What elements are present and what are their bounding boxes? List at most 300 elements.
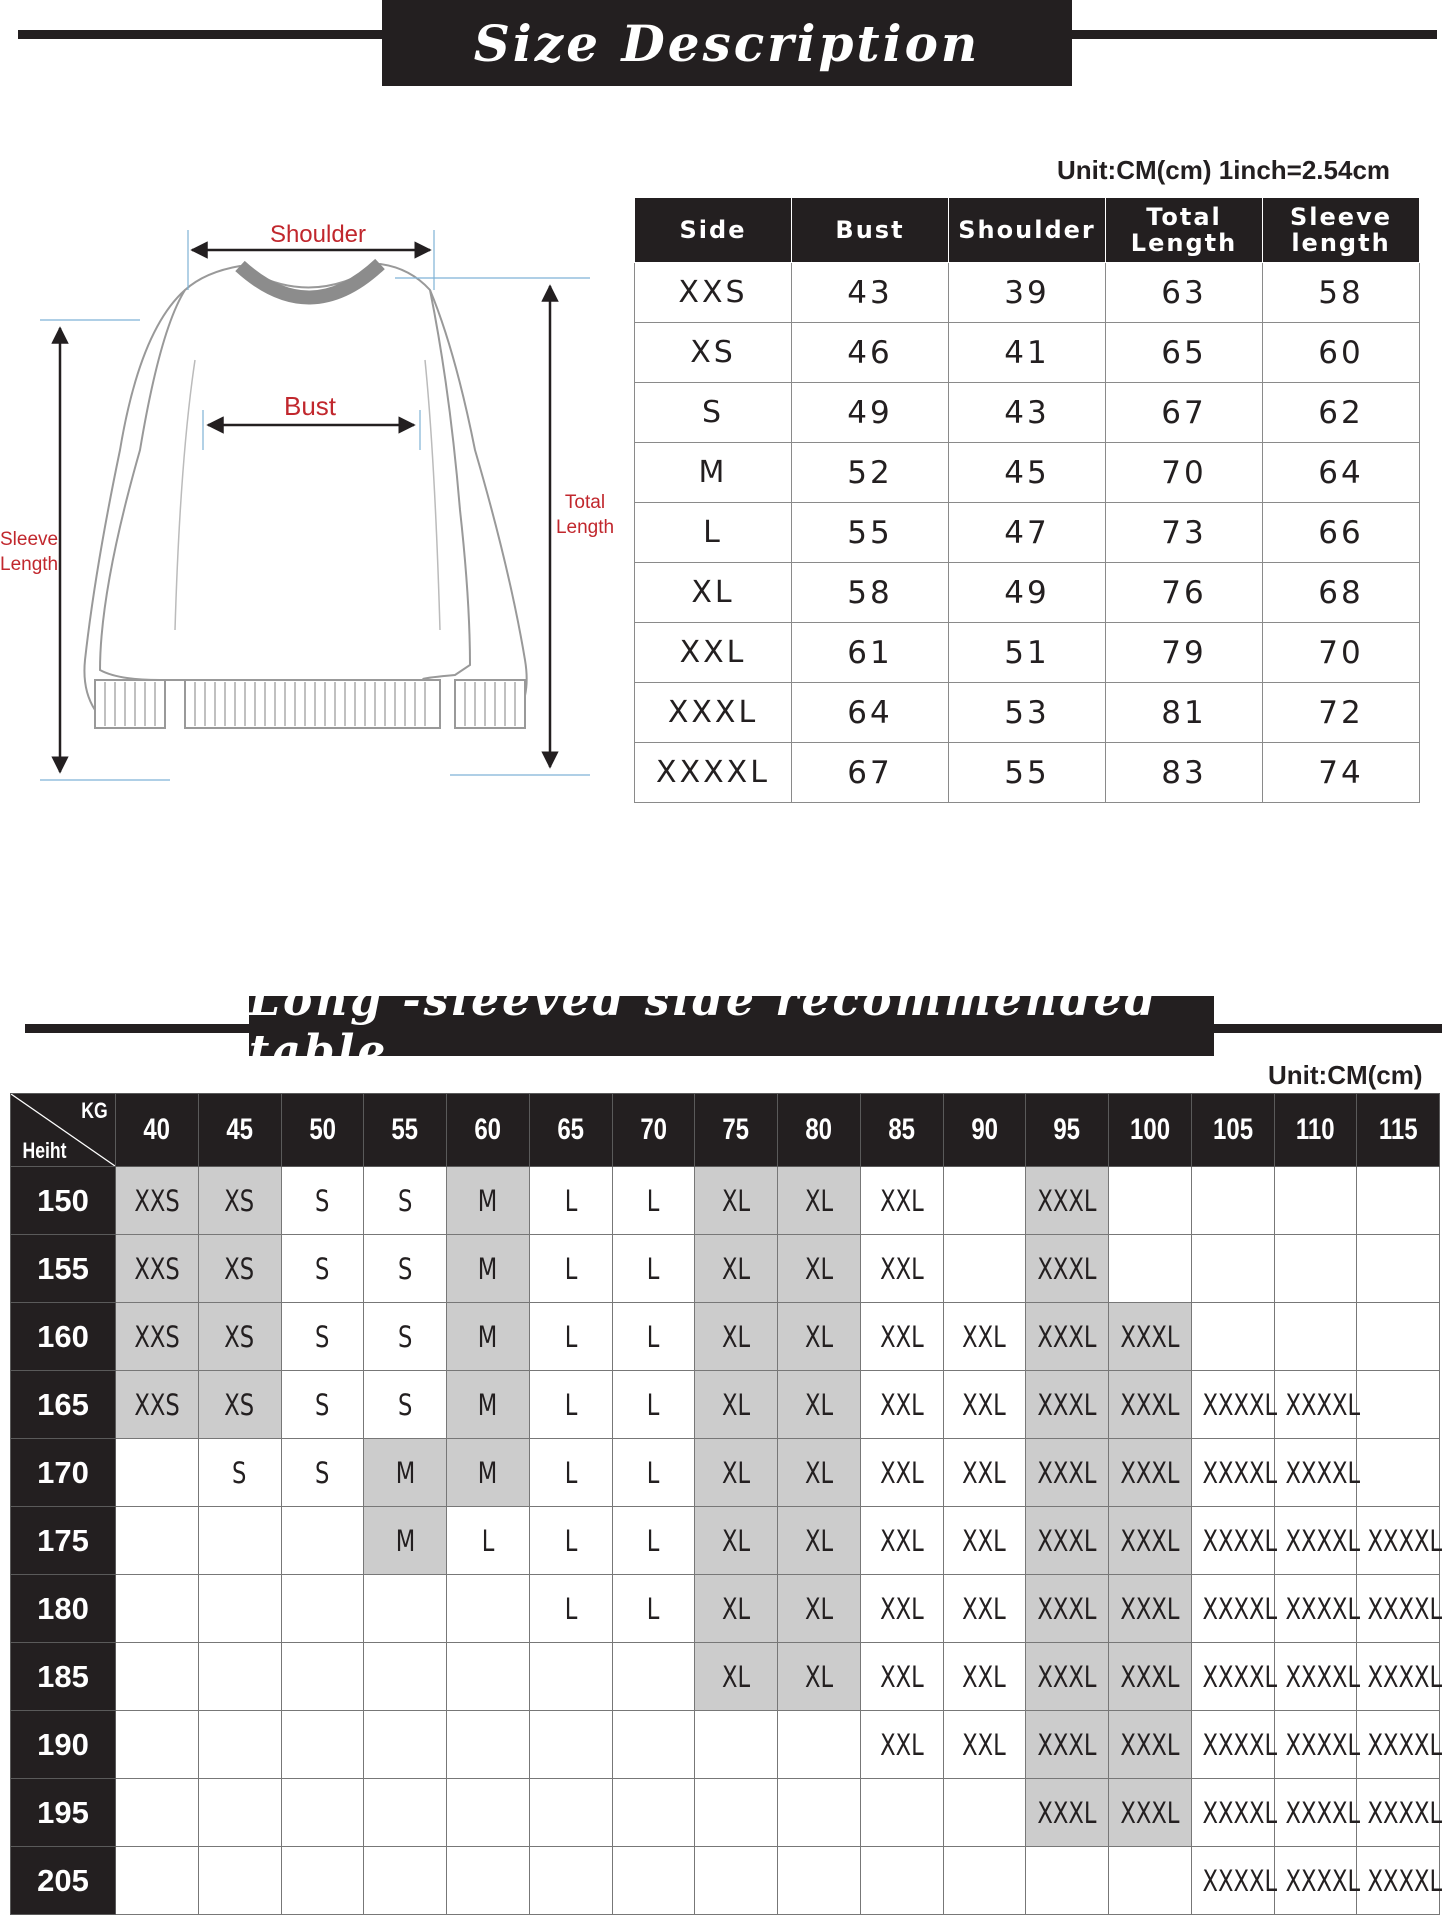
weight-header-cell (447, 1094, 530, 1167)
recommended-size-text: XXXXL (1285, 1455, 1360, 1490)
recommended-size-cell (1191, 1643, 1277, 1711)
recommended-size-text: M (395, 1455, 415, 1490)
recommended-size-cell (447, 1303, 530, 1371)
size-label-cell: XS (635, 323, 792, 383)
rec-row (11, 1303, 1440, 1371)
weight-header-cell (529, 1094, 612, 1167)
recommended-size-text: XL (722, 1591, 751, 1626)
size-value-cell: 67 (792, 743, 949, 803)
weight-header-cell (695, 1094, 778, 1167)
recommended-size-text: XL (722, 1251, 751, 1286)
recommended-size-cell (1357, 1235, 1440, 1303)
size-value-cell: 43 (949, 383, 1106, 443)
recommended-size-cell (1274, 1575, 1360, 1643)
recommended-size-cell (447, 1507, 530, 1575)
size-value-cell: 72 (1263, 683, 1420, 743)
recommended-size-text: L (564, 1523, 577, 1558)
recommended-size-cell (281, 1371, 364, 1439)
recommended-size-cell (529, 1779, 612, 1847)
recommended-size-cell (778, 1439, 861, 1507)
size-value-cell: 49 (949, 563, 1106, 623)
recommended-size-cell (198, 1847, 281, 1915)
recommended-size-text: XL (804, 1183, 833, 1218)
recommended-size-text: XXS (134, 1251, 180, 1286)
rec-row (11, 1507, 1440, 1575)
rec-row (11, 1575, 1440, 1643)
corner-cell (11, 1094, 116, 1167)
rec-rule-right (1213, 1024, 1442, 1033)
recommended-size-cell (943, 1167, 1026, 1235)
recommended-size-cell (281, 1711, 364, 1779)
size-header-cell: Shoulder (949, 198, 1106, 263)
recommended-size-text: XXXXL (1285, 1591, 1360, 1626)
recommended-size-text: XXXL (1037, 1591, 1097, 1626)
weight-header-cell (1274, 1094, 1357, 1167)
size-row (635, 563, 1420, 623)
recommended-size-text: XXXL (1037, 1319, 1097, 1354)
recommended-size-cell (1274, 1779, 1360, 1847)
recommended-size-cell (1109, 1711, 1192, 1779)
recommended-size-cell (1274, 1167, 1357, 1235)
recommended-size-cell (1191, 1847, 1277, 1915)
recommended-size-text: L (647, 1591, 660, 1626)
recommended-size-cell (1109, 1439, 1192, 1507)
rec-row (11, 1235, 1440, 1303)
recommended-size-cell (364, 1303, 447, 1371)
recommended-size-text: S (232, 1455, 247, 1490)
recommended-size-cell (695, 1371, 778, 1439)
recommended-size-text: M (478, 1387, 498, 1422)
recommended-size-cell (612, 1303, 695, 1371)
recommended-size-text: XXXXL (1202, 1727, 1277, 1762)
sleeve-length-label-2: Length (0, 554, 59, 575)
size-value-cell: 52 (792, 443, 949, 503)
recommended-size-cell (1109, 1303, 1192, 1371)
recommended-size-cell (1274, 1711, 1360, 1779)
recommended-size-text: XXXXL (1285, 1523, 1360, 1558)
recommended-size-cell (447, 1371, 530, 1439)
recommended-size-text: XL (804, 1319, 833, 1354)
recommended-size-text: S (315, 1455, 330, 1490)
weight-label: 75 (722, 1113, 750, 1146)
recommended-size-text: XXXL (1120, 1659, 1180, 1694)
size-value-cell: 49 (792, 383, 949, 443)
recommended-size-cell (1274, 1303, 1357, 1371)
height-cell: 150 (11, 1167, 116, 1235)
size-row (635, 383, 1420, 443)
recommended-size-cell (695, 1847, 778, 1915)
weight-label: 60 (474, 1113, 502, 1146)
recommended-size-cell (529, 1371, 612, 1439)
recommended-size-cell (116, 1303, 199, 1371)
recommended-size-text: XL (722, 1523, 751, 1558)
recommended-size-cell (612, 1507, 695, 1575)
weight-header-cell (860, 1094, 943, 1167)
recommended-size-cell (695, 1235, 778, 1303)
recommended-size-cell (529, 1303, 612, 1371)
recommended-size-cell (1274, 1439, 1360, 1507)
recommended-size-cell (860, 1235, 943, 1303)
recommended-size-text: L (564, 1251, 577, 1286)
recommended-size-cell (447, 1847, 530, 1915)
recommended-size-cell (1274, 1507, 1360, 1575)
recommended-size-cell (1026, 1439, 1109, 1507)
recommended-size-cell (116, 1167, 199, 1235)
size-value-cell: 55 (792, 503, 949, 563)
recommended-size-cell (281, 1575, 364, 1643)
rec-row (11, 1779, 1440, 1847)
recommended-size-cell (281, 1847, 364, 1915)
recommended-size-text: XS (224, 1251, 255, 1286)
recommended-size-cell (281, 1235, 364, 1303)
recommended-size-cell (281, 1779, 364, 1847)
recommended-size-cell (1274, 1371, 1360, 1439)
recommended-size-cell (612, 1711, 695, 1779)
sleeve-length-label-1: Sleeve (0, 529, 59, 550)
size-value-cell: 58 (792, 563, 949, 623)
recommended-size-cell (364, 1235, 447, 1303)
weight-header-cell (1109, 1094, 1192, 1167)
recommended-size-cell (198, 1575, 281, 1643)
recommended-size-cell (1026, 1643, 1109, 1711)
recommended-size-cell (364, 1167, 447, 1235)
recommended-size-text: M (478, 1183, 498, 1218)
recommended-size-cell (1026, 1711, 1109, 1779)
recommended-size-text: XXXXL (1202, 1795, 1277, 1830)
recommended-size-cell (860, 1779, 943, 1847)
weight-header-cell (364, 1094, 447, 1167)
recommended-size-cell (281, 1439, 364, 1507)
recommended-size-cell (116, 1371, 199, 1439)
recommended-size-text: XXL (962, 1591, 1007, 1626)
recommended-size-text: S (315, 1319, 330, 1354)
recommended-size-cell (612, 1371, 695, 1439)
rec-unit-note: Unit:CM(cm) (1268, 1060, 1423, 1090)
recommended-size-cell (364, 1711, 447, 1779)
recommended-size-cell (1357, 1847, 1440, 1915)
recommended-size-cell (695, 1643, 778, 1711)
recommended-size-cell (1109, 1779, 1192, 1847)
recommended-size-cell (1026, 1779, 1109, 1847)
recommended-size-text: XXL (962, 1523, 1007, 1558)
recommended-size-text: XXL (962, 1387, 1007, 1422)
recommended-size-cell (612, 1779, 695, 1847)
size-unit-note: Unit:CM(cm) 1inch=2.54cm (1057, 155, 1391, 185)
height-cell: 165 (11, 1371, 116, 1439)
recommended-size-text: XXXL (1037, 1523, 1097, 1558)
recommended-size-cell (116, 1779, 199, 1847)
rec-row (11, 1711, 1440, 1779)
recommended-size-cell (943, 1235, 1026, 1303)
height-cell: 170 (11, 1439, 116, 1507)
recommended-size-cell (447, 1235, 530, 1303)
recommended-size-cell (612, 1575, 695, 1643)
recommended-size-cell (1109, 1643, 1192, 1711)
recommended-size-text: XXXXL (1285, 1727, 1360, 1762)
recommended-size-cell (198, 1303, 281, 1371)
recommended-size-cell (1026, 1371, 1109, 1439)
recommended-size-cell (1357, 1371, 1440, 1439)
recommended-size-cell (1109, 1371, 1192, 1439)
recommended-size-text: L (647, 1455, 660, 1490)
size-value-cell: 73 (1106, 503, 1263, 563)
recommended-size-cell (695, 1575, 778, 1643)
size-value-cell: 68 (1263, 563, 1420, 623)
recommended-size-text: XS (224, 1387, 255, 1422)
recommended-size-cell (943, 1711, 1026, 1779)
size-header-cell: Side (635, 198, 792, 263)
size-value-cell: 64 (792, 683, 949, 743)
weight-header-cell (943, 1094, 1026, 1167)
recommended-size-cell (281, 1643, 364, 1711)
recommended-size-text: XL (722, 1183, 751, 1218)
recommended-size-text: L (647, 1523, 660, 1558)
recommended-size-text: XXXXL (1367, 1795, 1442, 1830)
recommended-size-cell (778, 1847, 861, 1915)
recommended-size-cell (116, 1847, 199, 1915)
recommended-size-text: M (478, 1319, 498, 1354)
recommended-size-cell (695, 1303, 778, 1371)
recommended-size-cell (1026, 1847, 1109, 1915)
recommended-size-text: XXXL (1120, 1455, 1180, 1490)
recommended-size-cell (1191, 1235, 1274, 1303)
recommended-size-text: XXL (879, 1387, 924, 1422)
total-length-label-2: Length (555, 517, 615, 538)
size-value-cell: 43 (792, 263, 949, 323)
recommended-size-cell (695, 1711, 778, 1779)
size-header-cell: Sleeve length (1263, 198, 1420, 263)
recommended-size-text: L (564, 1319, 577, 1354)
recommended-size-text: XXXXL (1285, 1795, 1360, 1830)
weight-header-cell (1357, 1094, 1440, 1167)
recommended-size-text: S (397, 1319, 413, 1354)
size-value-cell: 62 (1263, 383, 1420, 443)
size-row (635, 623, 1420, 683)
recommended-size-cell (447, 1779, 530, 1847)
header-rule-right (1071, 30, 1437, 39)
recommended-size-cell (1191, 1167, 1274, 1235)
recommended-size-text: XXXL (1037, 1251, 1097, 1286)
recommended-size-text: XL (804, 1387, 833, 1422)
size-label-cell: M (635, 443, 792, 503)
size-label-cell: XXS (635, 263, 792, 323)
recommended-size-text: XXXL (1037, 1659, 1097, 1694)
size-value-cell: 46 (792, 323, 949, 383)
recommended-size-text: XXXL (1120, 1591, 1180, 1626)
size-table (634, 197, 1420, 803)
recommended-size-text: XL (804, 1455, 833, 1490)
weight-label: 100 (1129, 1113, 1170, 1146)
recommended-size-cell (1357, 1439, 1440, 1507)
recommended-size-text: XL (804, 1251, 833, 1286)
recommended-size-cell (198, 1371, 281, 1439)
size-value-cell: 66 (1263, 503, 1420, 563)
recommended-size-cell (778, 1235, 861, 1303)
recommended-size-cell (612, 1643, 695, 1711)
recommended-size-cell (116, 1439, 199, 1507)
size-label-cell: S (635, 383, 792, 443)
recommended-size-text: XL (722, 1319, 751, 1354)
recommended-size-cell (860, 1507, 943, 1575)
recommended-size-cell (529, 1847, 612, 1915)
recommended-size-text: XXL (879, 1727, 924, 1762)
size-header-cell: Bust (792, 198, 949, 263)
recommended-size-cell (198, 1711, 281, 1779)
recommended-size-cell (860, 1575, 943, 1643)
weight-label: 95 (1053, 1113, 1081, 1146)
recommended-size-text: XXXXL (1285, 1387, 1360, 1422)
recommended-size-cell (529, 1575, 612, 1643)
recommended-size-text: XXXXL (1367, 1591, 1442, 1626)
size-value-cell: 83 (1106, 743, 1263, 803)
size-value-cell: 65 (1106, 323, 1263, 383)
size-value-cell: 70 (1263, 623, 1420, 683)
recommendation-table (10, 1093, 1440, 1915)
size-value-cell: 39 (949, 263, 1106, 323)
recommended-size-text: XXL (962, 1659, 1007, 1694)
weight-header-cell (116, 1094, 199, 1167)
recommended-size-cell (860, 1303, 943, 1371)
weight-label: 65 (557, 1113, 584, 1146)
recommended-size-cell (447, 1711, 530, 1779)
recommended-size-cell (529, 1711, 612, 1779)
recommended-size-cell (364, 1575, 447, 1643)
recommended-size-cell (778, 1643, 861, 1711)
recommended-size-cell (198, 1439, 281, 1507)
recommended-size-text: L (564, 1591, 577, 1626)
size-value-cell: 76 (1106, 563, 1263, 623)
height-cell: 190 (11, 1711, 116, 1779)
recommended-size-cell (612, 1167, 695, 1235)
weight-header-cell (198, 1094, 281, 1167)
height-cell: 185 (11, 1643, 116, 1711)
recommended-size-text: L (647, 1319, 660, 1354)
recommended-size-text: XXXL (1120, 1319, 1180, 1354)
weight-label: 105 (1212, 1113, 1253, 1146)
recommended-size-cell (529, 1643, 612, 1711)
recommended-size-cell (1357, 1507, 1440, 1575)
weight-label: 50 (309, 1113, 336, 1146)
recommended-size-cell (943, 1847, 1026, 1915)
recommended-size-cell (364, 1779, 447, 1847)
recommended-size-cell (943, 1371, 1026, 1439)
size-table-header (635, 198, 1420, 263)
recommended-size-cell (364, 1507, 447, 1575)
size-value-cell: 51 (949, 623, 1106, 683)
height-cell: 160 (11, 1303, 116, 1371)
size-value-cell: 70 (1106, 443, 1263, 503)
recommended-size-text: XXL (879, 1251, 924, 1286)
recommended-size-cell (198, 1507, 281, 1575)
recommended-size-cell (943, 1507, 1026, 1575)
recommended-size-cell (695, 1439, 778, 1507)
recommended-size-cell (1357, 1711, 1440, 1779)
recommended-size-cell (1026, 1575, 1109, 1643)
size-label-cell: XXXXL (635, 743, 792, 803)
size-value-cell: 61 (792, 623, 949, 683)
height-cell: 175 (11, 1507, 116, 1575)
weight-header-cell (1191, 1094, 1274, 1167)
size-row (635, 263, 1420, 323)
size-value-cell: 81 (1106, 683, 1263, 743)
height-cell: 205 (11, 1847, 116, 1915)
recommended-size-cell (529, 1167, 612, 1235)
size-value-cell: 58 (1263, 263, 1420, 323)
recommended-size-text: XL (722, 1455, 751, 1490)
recommended-size-cell (1274, 1235, 1357, 1303)
recommended-size-text: M (395, 1523, 415, 1558)
rec-row (11, 1167, 1440, 1235)
recommended-size-text: S (315, 1251, 330, 1286)
total-length-label-1: Total (564, 492, 606, 513)
weight-label: 55 (391, 1113, 419, 1146)
size-row (635, 443, 1420, 503)
recommended-size-cell (364, 1643, 447, 1711)
recommended-size-text: XXXXL (1202, 1659, 1277, 1694)
weight-label: 45 (226, 1113, 253, 1146)
recommended-size-cell (116, 1575, 199, 1643)
recommended-size-text: XXXL (1037, 1183, 1097, 1218)
recommended-size-cell (943, 1643, 1026, 1711)
recommended-size-cell (1191, 1779, 1277, 1847)
recommended-size-text: S (315, 1183, 330, 1218)
recommended-size-cell (778, 1303, 861, 1371)
recommended-size-cell (364, 1439, 447, 1507)
recommended-size-text: L (647, 1387, 660, 1422)
recommended-size-text: M (478, 1455, 498, 1490)
weight-label: 110 (1296, 1113, 1335, 1146)
recommended-size-text: L (647, 1183, 660, 1218)
recommended-size-cell (529, 1235, 612, 1303)
recommended-size-cell (695, 1507, 778, 1575)
recommended-size-cell (1026, 1303, 1109, 1371)
recommended-size-cell (1191, 1507, 1277, 1575)
recommended-size-cell (1109, 1507, 1192, 1575)
recommended-size-cell (1191, 1575, 1277, 1643)
recommended-size-cell (943, 1575, 1026, 1643)
bust-label: Bust (283, 391, 337, 421)
recommended-size-text: XXXXL (1367, 1659, 1442, 1694)
recommended-size-cell (1357, 1575, 1440, 1643)
height-cell: 155 (11, 1235, 116, 1303)
recommended-size-cell (447, 1439, 530, 1507)
recommended-size-cell (198, 1167, 281, 1235)
recommended-size-text: XXXXL (1367, 1727, 1442, 1762)
recommended-size-cell (198, 1235, 281, 1303)
recommended-size-text: XL (804, 1523, 833, 1558)
recommended-size-cell (1191, 1371, 1277, 1439)
recommended-size-text: XXXXL (1202, 1455, 1277, 1490)
size-value-cell: 47 (949, 503, 1106, 563)
recommended-size-text: XXL (879, 1319, 924, 1354)
weight-label: 70 (640, 1113, 667, 1146)
recommended-size-text: M (478, 1251, 498, 1286)
recommended-size-text: L (647, 1251, 660, 1286)
recommended-table-title: Long -sleeved side recommended table (249, 996, 1214, 1056)
recommended-size-cell (860, 1167, 943, 1235)
recommended-size-cell (612, 1235, 695, 1303)
recommended-size-text: L (564, 1455, 577, 1490)
recommended-size-text: XXL (962, 1319, 1007, 1354)
recommended-size-cell (1026, 1167, 1109, 1235)
recommended-size-cell (695, 1167, 778, 1235)
recommended-size-cell (1357, 1643, 1440, 1711)
size-value-cell: 45 (949, 443, 1106, 503)
corner-diagonal (11, 1094, 115, 1166)
corner-kg: KG (81, 1098, 108, 1123)
shoulder-label: Shoulder (269, 221, 367, 248)
size-value-cell: 67 (1106, 383, 1263, 443)
